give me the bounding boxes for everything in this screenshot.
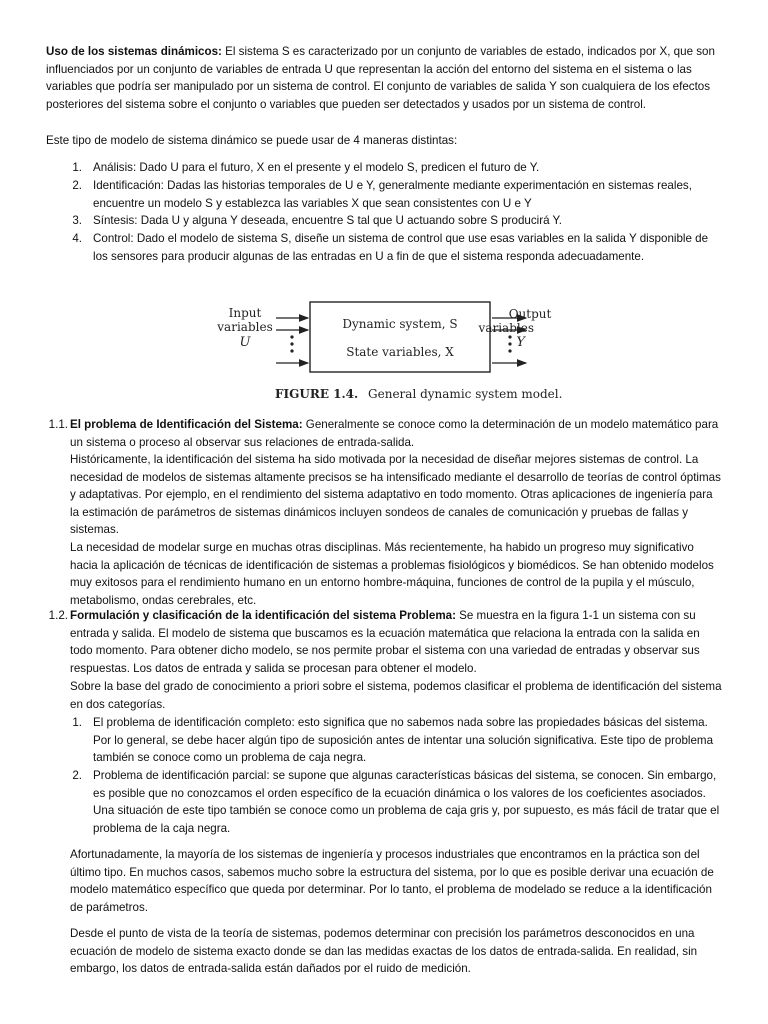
list-item-number: 1. [72, 716, 82, 729]
intro-ways: Este tipo de modelo de sistema dinámico se puede usar de 4 maneras distintas: [46, 134, 458, 147]
figure-output-label-1: Output [508, 307, 552, 321]
s11-paragraph-1 [70, 416, 723, 451]
list-item-control [93, 230, 723, 265]
input-dot [290, 342, 293, 345]
s12-paragraph-2: Sobre la base del grado de conocimiento a priori sobre el sistema, podemos clasificar el problema de identificación del sistema en dos categorías. [70, 680, 722, 711]
list-item-label: Identificación: [93, 179, 164, 192]
input-dot [290, 349, 293, 352]
s12-item-complete: El problema de identificación completo: esto significa que no sabemos nada sobre las propiedades básicas del sistema. Por lo general, se debe hacer algún tipo de suposición antes de intentar una solución significativa. Este tipo de problema también se conoce como un problema de caja negra. [93, 716, 714, 765]
system-box [310, 302, 490, 372]
list-item-text: Dado el modelo de sistema S, diseñe un sistema de control que use esas variables en la salida Y disponible de los sensores para producir algunas de las entradas en U a fin de que el sistema responda adecuadamente. [93, 232, 709, 263]
section-number: 1.2. [48, 609, 68, 622]
intro-paragraph [46, 43, 722, 113]
figure-box-line-1: Dynamic system, S [342, 317, 458, 331]
s12-paragraph-4: Desde el punto de vista de la teoría de sistemas, podemos determinar con precisión los parámetros desconocidos en una ecuación de modelo de sistema exacto donde se dan las medidas exactas de los datos de entrada-salida. En realidad, sin embargo, los datos de entrada-salida están dañados por el ruido de medición. [70, 927, 698, 976]
list-item-label: Síntesis: [93, 214, 138, 227]
list-item-analisis [93, 159, 723, 177]
svg-text:FIGURE 1.4. General dy [275, 387, 562, 401]
s12-text: Se muestra en la figura 1-1 un sistema con su entrada y salida. El modelo de sistema que buscamos es la ecuación matemática que relaciona la entrada con la salida en todo momento. Para obtener dicho modelo, se nos permite probar el sistema con una variedad de entradas y observar sus respuestas. Los datos de entrada y salida se procesan para obtener el modelo. [70, 609, 700, 675]
list-item-text: Dada U y alguna Y deseada, encuentre S tal que U actuando sobre S producirá Y. [137, 214, 563, 227]
s12-paragraph-3: Afortunadamente, la mayoría de los sistemas de ingeniería y procesos industriales que encontramos en la práctica son del último tipo. En muchos casos, sabemos mucho sobre la estructura del sistema, por lo que es posible derivar una ecuación de modelo matemático específico que queda por determinar. Por lo tanto, el problema de modelado se reduce a la identificación de parámetros. [70, 848, 714, 914]
list-item-number: 4. [72, 232, 82, 245]
s12-item-partial: Problema de identificación parcial: se supone que algunas características básicas del sistema, se conocen. Sin embargo, es posible que no conozcamos el orden específico de la ecuación dinámica o los valores de los coeficientes asociados. Una situación de este tipo también se conoce como un problema de caja gris y, por supuesto, es más fácil de tratar que el problema de la caja negra. [93, 769, 720, 835]
figure-caption-label: FIGURE 1.4. [275, 387, 359, 401]
s11-title: El problema de Identificación del Sistema: [70, 418, 303, 431]
list-item-number: 2. [72, 179, 82, 192]
list-item-label: Análisis: [93, 161, 137, 174]
figure-output-symbol: Y [516, 335, 525, 350]
section-number: 1.1. [48, 418, 68, 431]
list-item-label: Control: [93, 232, 134, 245]
list-item-text: Dadas las historias temporales de U e Y, generalmente mediante experimentación en sistemas reales, encuentre un modelo S y establezca las variables X que sean consistentes con U e Y [93, 179, 692, 210]
s11-paragraph-2: Históricamente, la identificación del sistema ha sido motivada por la necesidad de diseñar mejores sistemas de control. La necesidad de modelos de sistemas altamente precisos se ha intensificado mediante el desarrollo de teorías de control óptimas y adaptativas. Por ejemplo, en el rendimiento del sistema adaptativo en todo momento. Otras aplicaciones de ingeniería para la estimación de parámetros de sistemas dinámicos incluyen sondeos de canales de comunicación y pruebas de fallas y sistemas. [70, 453, 721, 537]
output-dot [508, 349, 511, 352]
list-item-number: 3. [72, 214, 82, 227]
figure-input-label-2: variables [217, 320, 273, 334]
output-dot [508, 335, 511, 338]
figure-dynamic-system [217, 300, 563, 405]
list-item-number: 1. [72, 161, 82, 174]
list-item-text: Dado U para el futuro, X en el presente y el modelo S, predicen el futuro de Y. [136, 161, 540, 174]
intro-text: El sistema S es caracterizado por un conjunto de variables de estado, indicados por X, que son influenciados por un conjunto de variables de entrada U que representan la acción del entorno del sistema en el sistema o las variables que podría ser manipulado por un sistema de control. El conjunto de variables de salida Y son cualquiera de los efectos posteriores del sistema sobre el conjunto o variables que pueden ser detectados y usados por un sistema de control. [46, 45, 715, 111]
s11-paragraph-3: La necesidad de modelar surge en muchas otras disciplinas. Más recientemente, ha habido un progreso muy significativo hacia la aplicación de técnicas de identificación de sistemas a problemas fisiológicos y biomédicos. Se han obtenido modelos muy exitosos para el rendimiento humano en un entorno hombre-máquina, funciones de control de la pupila y el músculo, metabolismo, ondas cerebrales, etc. [70, 541, 714, 607]
input-dot [290, 335, 293, 338]
figure-output-label-2: variables [478, 321, 534, 335]
list-item-number: 2. [72, 769, 82, 782]
s12-title: Formulación y clasificación de la identificación del sistema Problema: [70, 609, 456, 622]
output-dot [508, 342, 511, 345]
figure-input-label-1: Input [228, 306, 262, 320]
figure-box-line-2: State variables, X [346, 345, 454, 359]
list-item-sintesis [93, 212, 723, 230]
s12-paragraph-1 [70, 607, 723, 677]
figure-input-symbol: U [239, 335, 251, 350]
s11-text: Generalmente se conoce como la determinación de un modelo matemático para un sistema o proceso al observar sus relaciones de entrada-salida. [70, 418, 719, 449]
figure-caption-text: General dynamic system model. [368, 387, 563, 401]
intro-title: Uso de los sistemas dinámicos: [46, 45, 222, 58]
list-item-identificacion [93, 177, 723, 212]
